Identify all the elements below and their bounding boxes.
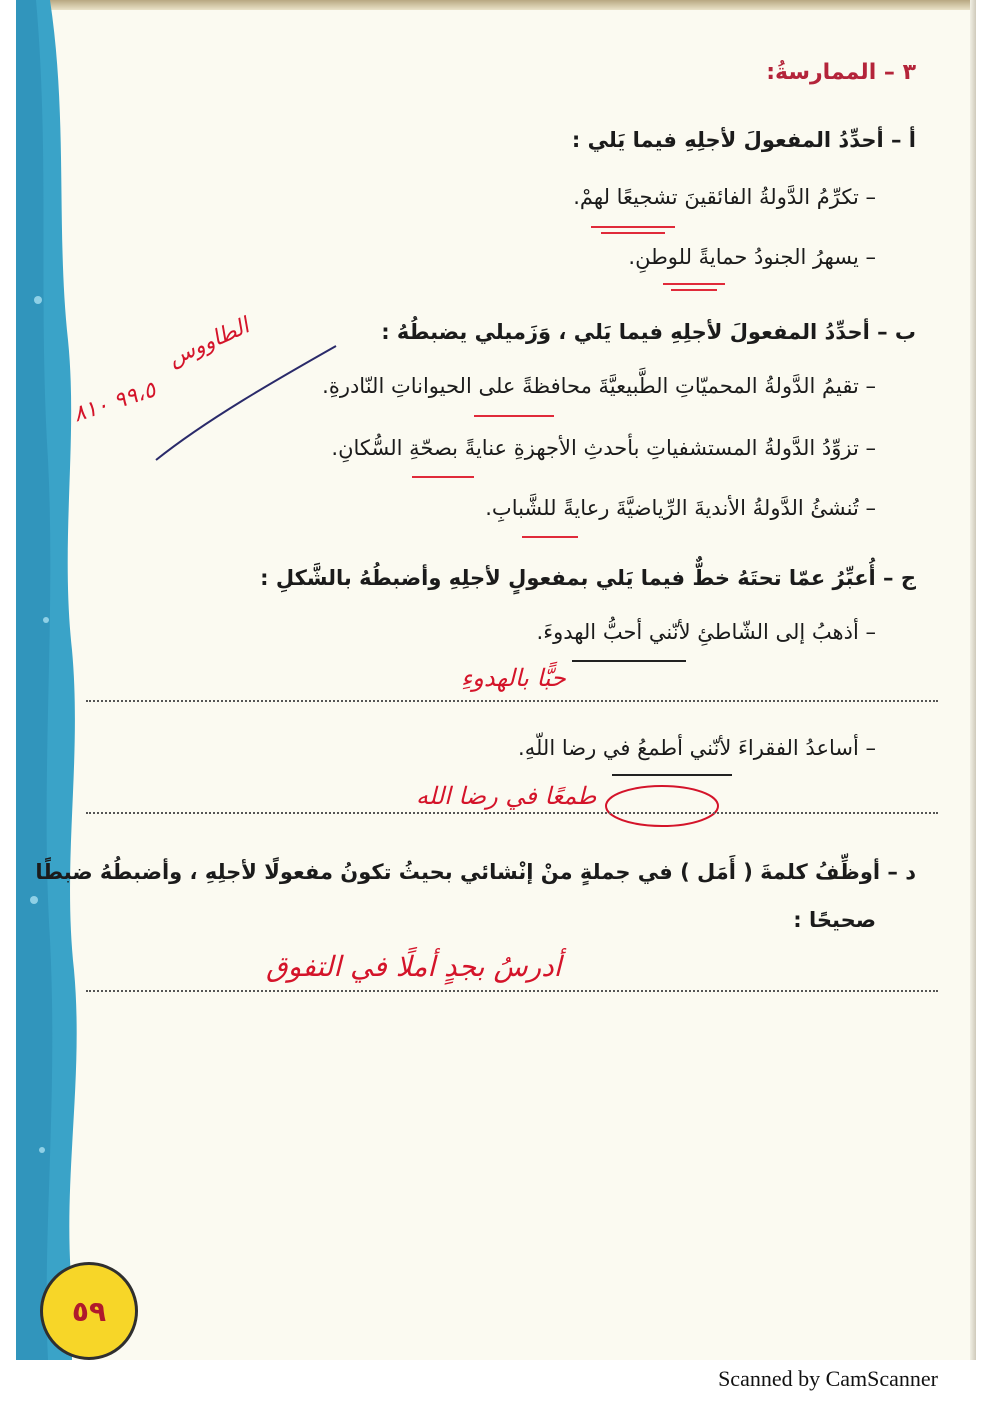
- handwritten-note: الطاووس: [164, 313, 254, 372]
- part-a-item-1: – تكرِّمُ الدَّولةُ الفائقينَ تشجيعًا لهمْ.: [573, 185, 876, 209]
- page-number: ٥٩: [71, 1294, 107, 1328]
- part-b-heading: ب – أحدِّدُ المفعولَ لأجلِهِ فيما يَلي ، وَزَميلي يضبطُهُ :: [381, 320, 916, 344]
- part-b-item-2: – تزوِّدُ الدَّولةُ المستشفياتِ بأحدثِ الأجهزةِ عنايةً بصحّةِ السُّكانِ.: [331, 436, 876, 460]
- handwritten-answer: طمعًا في رضا الله: [416, 782, 597, 810]
- part-a-heading: أ – أحدِّدُ المفعولَ لأجلِهِ فيما يَلي :: [571, 128, 916, 152]
- handwritten-answer: أدرسُ بجدٍ أملًا في التفوق: [266, 950, 562, 983]
- part-a-item-2: – يسهرُ الجنودُ حمايةً للوطنِ.: [628, 245, 876, 269]
- answer-circle: [602, 782, 722, 832]
- part-c-item-1: – أذهبُ إلى الشّاطئِ لأنّني أحبُّ الهدوءَ.: [536, 620, 876, 644]
- phrase-underline: [612, 774, 732, 776]
- answer-underline: [601, 232, 665, 234]
- answer-underline: [663, 283, 725, 285]
- part-b-item-3: – تُنشئُ الدَّولةُ الأنديةَ الرِّياضيَّةَ رعايةً للشَّبابِ.: [485, 496, 876, 520]
- part-c-item-2: – أساعدُ الفقراءَ لأنّني أطمعُ في رضا اللّهِ.: [518, 736, 876, 760]
- page-right-edge: [970, 0, 976, 1360]
- section-title: ٣ – الممارسةُ:: [766, 60, 916, 85]
- answer-underline: [591, 226, 675, 228]
- part-d-heading: د – أوظِّفُ كلمةَ ( أَمَل ) في جملةٍ منْ إنْشائي بحيثُ تكونُ مفعولًا لأجلِهِ ، وأضبطُهُ ضبطًا: [35, 860, 916, 884]
- part-d-heading-continued: صحيحًا :: [793, 908, 876, 932]
- answer-underline: [671, 289, 717, 291]
- answer-underline: [522, 536, 578, 538]
- part-b-item-1: – تقيمُ الدَّولةُ المحميّاتِ الطَّبيعيَّةَ محافظةً على الحيواناتِ النّادرةِ.: [322, 374, 876, 398]
- answer-line: [86, 700, 938, 702]
- handwritten-answer: حبًّا بالهدوءِ: [461, 664, 566, 692]
- scanner-watermark: Scanned by CamScanner: [718, 1366, 938, 1391]
- answer-underline: [474, 415, 554, 417]
- page-number-badge: [40, 1262, 138, 1360]
- handwritten-note: ٩٩،٥ ٨١٠: [70, 377, 159, 428]
- phrase-underline: [572, 660, 686, 662]
- decorative-side-band: [16, 0, 86, 1360]
- page-top-edge: [16, 0, 976, 10]
- answer-line: [86, 812, 938, 814]
- part-c-heading: ج – أُعبِّرُ عمّا تحتَهُ خطٌّ فيما يَلي بمفعولٍ لأجلِهِ وأضبطُهُ بالشَّكلِ :: [260, 566, 916, 590]
- workbook-page: [16, 0, 976, 1360]
- pen-stroke: [146, 340, 346, 470]
- answer-line: [86, 990, 938, 992]
- answer-underline: [412, 476, 474, 478]
